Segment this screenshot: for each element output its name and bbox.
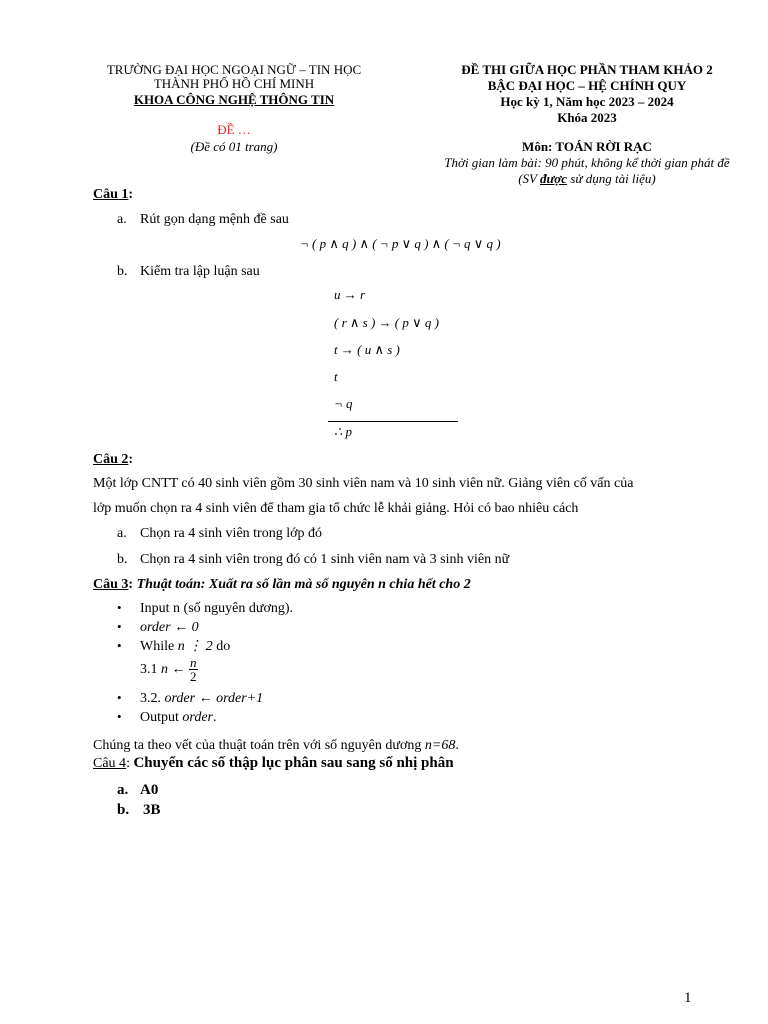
q2-a-label: a. — [117, 526, 127, 541]
q4-b-label: b. — [117, 802, 130, 818]
q3-trace: Chúng ta theo vết của thuật toán trên với số nguyên dương n=68. — [93, 738, 459, 753]
q2-a-text: Chọn ra 4 sinh viên trong lớp đó — [140, 526, 322, 541]
header-right — [420, 62, 754, 126]
exam-note: (SV được sử dụng tài liệu) — [518, 171, 656, 186]
exam-code: ĐỀ … — [217, 122, 251, 137]
q3-step-3-2: 3.2. order ← order+1 — [140, 691, 264, 706]
exam-cohort: Khóa 2023 — [557, 110, 617, 125]
q3-step-4: Output order. — [140, 710, 217, 725]
fraction-n-over-2: $\frac{n}{2}$ — [190, 655, 197, 684]
faculty-name: KHOA CÔNG NGHỆ THÔNG TIN — [133, 92, 335, 107]
subject: Môn: TOÁN RỜI RẠC — [522, 139, 652, 154]
premise-1: u → r — [334, 287, 366, 302]
q3-step-3: While n ⋮ 2 do — [140, 639, 231, 654]
exam-time: Thời gian làm bài: 90 phút, không kể thời gian phát đề — [444, 155, 730, 170]
q3-step-3-1: 3.1 n ← $\frac{n}{2}$ — [140, 655, 197, 684]
bullet-2: • — [117, 619, 122, 634]
q4-a-label: a. — [117, 782, 129, 798]
page-note: (Đề có 01 trang) — [190, 139, 278, 154]
q2-heading: Câu 2: — [93, 452, 134, 467]
q3-step-2: order ← 0 — [140, 620, 199, 635]
q3-subtitle: Thuật toán: Xuất ra số lần mà số nguyên n chia hết cho 2 — [136, 577, 471, 592]
q1-a-text: Rút gọn dạng mệnh đề sau — [140, 212, 289, 227]
bullet-5: • — [117, 709, 122, 724]
school-name: TRƯỜNG ĐẠI HỌC NGOẠI NGỮ – TIN HỌC — [106, 62, 362, 77]
q1-heading: Câu 1: — [93, 187, 134, 202]
q4-heading: Câu 4: Chuyển các số thập lục phân sau sang số nhị phân — [93, 755, 454, 771]
premise-5: ¬ q — [334, 396, 353, 411]
q4-b-text: 3B — [143, 802, 161, 818]
exam-level: BẬC ĐẠI HỌC – HỆ CHÍNH QUY — [487, 78, 687, 93]
q2-b-label: b. — [117, 552, 128, 567]
premise-3: t → ( u ∧ s ) — [334, 342, 400, 357]
premise-4: t — [334, 369, 338, 384]
allowed-word: được — [540, 171, 568, 186]
page-number: 1 — [684, 990, 692, 1006]
bullet-4: • — [117, 690, 122, 705]
q4-subtitle: Chuyển các số thập lục phân sau sang số nhị phân — [133, 755, 454, 771]
argument-divider — [328, 421, 458, 422]
q2-b-text: Chọn ra 4 sinh viên trong đó có 1 sinh viên nam và 3 sinh viên nữ — [140, 552, 510, 567]
bullet-1: • — [117, 600, 122, 615]
bullet-3: • — [117, 638, 122, 653]
q1-b-label: b. — [117, 264, 128, 279]
q2-line-2: lớp muốn chọn ra 4 sinh viên để tham gia tổ chức lễ khải giảng. Hỏi có bao nhiêu cách — [93, 501, 579, 516]
header-left — [80, 62, 388, 108]
q1-a-formula: ¬ ( p ∧ q ) ∧ ( ¬ p ∨ q ) ∧ ( ¬ q ∨ q ) — [300, 236, 501, 251]
q4-a-text: A0 — [140, 782, 159, 798]
exam-title: ĐỀ THI GIỮA HỌC PHẦN THAM KHẢO 2 — [461, 62, 713, 77]
q3-heading: Câu 3: Thuật toán: Xuất ra số lần mà số nguyên n chia hết cho 2 — [93, 577, 471, 592]
q2-line-1: Một lớp CNTT có 40 sinh viên gồm 30 sinh viên nam và 10 sinh viên nữ. Giảng viên cố vấn của — [93, 476, 634, 491]
q1-b-text: Kiểm tra lập luận sau — [140, 264, 260, 279]
q3-step-1: Input n (số nguyên dương). — [140, 601, 294, 616]
conclusion: ∴ p — [334, 424, 353, 439]
q1-a-label: a. — [117, 212, 127, 227]
city-name: THÀNH PHỐ HỒ CHÍ MINH — [153, 76, 315, 91]
exam-term: Học kỳ 1, Năm học 2023 – 2024 — [500, 94, 674, 109]
premise-2: ( r ∧ s ) → ( p ∨ q ) — [334, 315, 439, 330]
